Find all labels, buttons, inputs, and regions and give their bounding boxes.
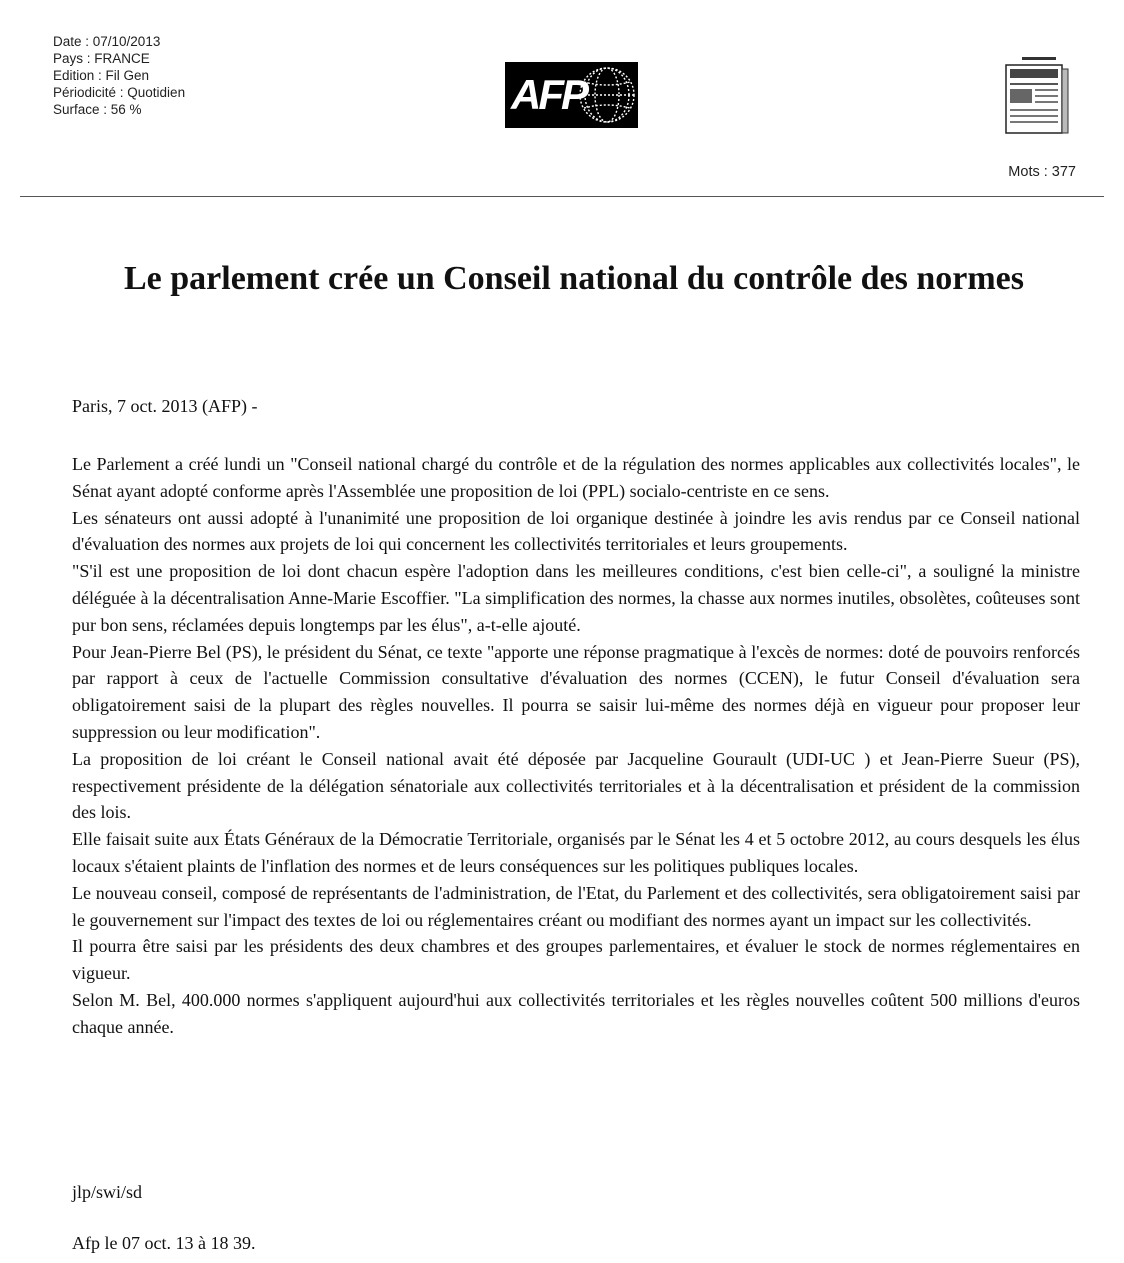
document-metadata <box>53 33 185 118</box>
logo-text: AFP <box>511 71 586 118</box>
meta-country: Pays : FRANCE <box>53 51 150 66</box>
afp-globe-logo <box>505 62 638 128</box>
meta-surface: Surface : 56 % <box>53 102 142 117</box>
article-paragraph: "S'il est une proposition de loi dont chacun espère l'adoption dans les meilleures conditions, c'est bien celle-ci", a souligné la ministre déléguée à la décentralisation Anne-Marie Escoffier. "La simplification des normes, la chasse aux normes inutiles, obsolètes, coûteuses sont pur bon sens, réclamées depuis longtemps par les élus", a-t-elle ajouté. <box>72 561 1080 635</box>
article-body <box>72 451 1080 1041</box>
press-document-icon <box>1002 55 1070 135</box>
article-dateline: Paris, 7 oct. 2013 (AFP) - <box>72 396 258 416</box>
meta-date: Date : 07/10/2013 <box>53 34 161 49</box>
article-paragraph: Le Parlement a créé lundi un "Conseil national chargé du contrôle et de la régulation des normes applicables aux collectivités locales", le Sénat ayant adopté conforme après l'Assemblée une proposition de loi (PPL) socialo-centriste en ce sens. <box>72 454 1080 501</box>
article-paragraph: Pour Jean-Pierre Bel (PS), le président du Sénat, ce texte "apporte une réponse pragmatique à l'excès de normes: doté de pouvoirs renforcés par rapport à ceux de l'actuelle Commission consultative d'évaluation des normes (CCEN), le futur Conseil d'évaluation sera obligatoirement saisi de la plupart des règles nouvelles. Il pourra se saisir lui-même des normes déjà en vigueur pour proposer leur suppression ou leur modification". <box>72 641 1080 742</box>
meta-periodicity: Périodicité : Quotidien <box>53 85 186 100</box>
header-divider <box>20 196 1104 197</box>
globe-icon <box>576 64 638 126</box>
article-paragraph: La proposition de loi créant le Conseil national avait été déposée par Jacqueline Gourault (UDI-UC ) et Jean-Pierre Sueur (PS), respectivement présidente de la délégation sénatoriale aux collectivités territoriales et à la décentralisation et président de la commission des lois. <box>72 748 1080 823</box>
meta-edition: Edition : Fil Gen <box>53 68 150 83</box>
article-paragraph: Les sénateurs ont aussi adopté à l'unanimité une proposition de loi organique destinée à joindre les avis rendus par ce Conseil national d'évaluation des normes aux projets de loi qui concernent les collectivités territoriales et leurs groupements. <box>72 507 1080 555</box>
article-paragraph: Selon M. Bel, 400.000 normes s'appliquent aujourd'hui aux collectivités territoriales et les règles nouvelles coûtent 500 millions d'euros chaque année. <box>72 989 1080 1037</box>
author-signature: jlp/swi/sd <box>72 1182 143 1202</box>
article-title: Le parlement crée un Conseil national du contrôle des normes <box>124 260 1024 297</box>
article-paragraph: Il pourra être saisi par les présidents des deux chambres et des groupes parlementaires, et évaluer le stock de normes réglementaires en vigueur. <box>72 936 1080 984</box>
article-paragraph: Le nouveau conseil, composé de représentants de l'administration, de l'Etat, du Parlement et des collectivités, sera obligatoirement saisi par le gouvernement sur l'impact des textes de loi ou réglementaires créant ou modifiant des normes ayant un impact sur les collectivités. <box>72 882 1080 930</box>
word-count: Mots : 377 <box>1008 164 1076 180</box>
article-paragraph: Elle faisait suite aux États Généraux de la Démocratie Territoriale, organisés par le Sénat les 4 et 5 octobre 2012, au cours desquels les élus locaux s'étaient plaints de l'inflation des normes et de leurs conséquences sur les politiques publiques locales. <box>72 829 1080 876</box>
article-footer: Afp le 07 oct. 13 à 18 39. <box>72 1233 256 1253</box>
